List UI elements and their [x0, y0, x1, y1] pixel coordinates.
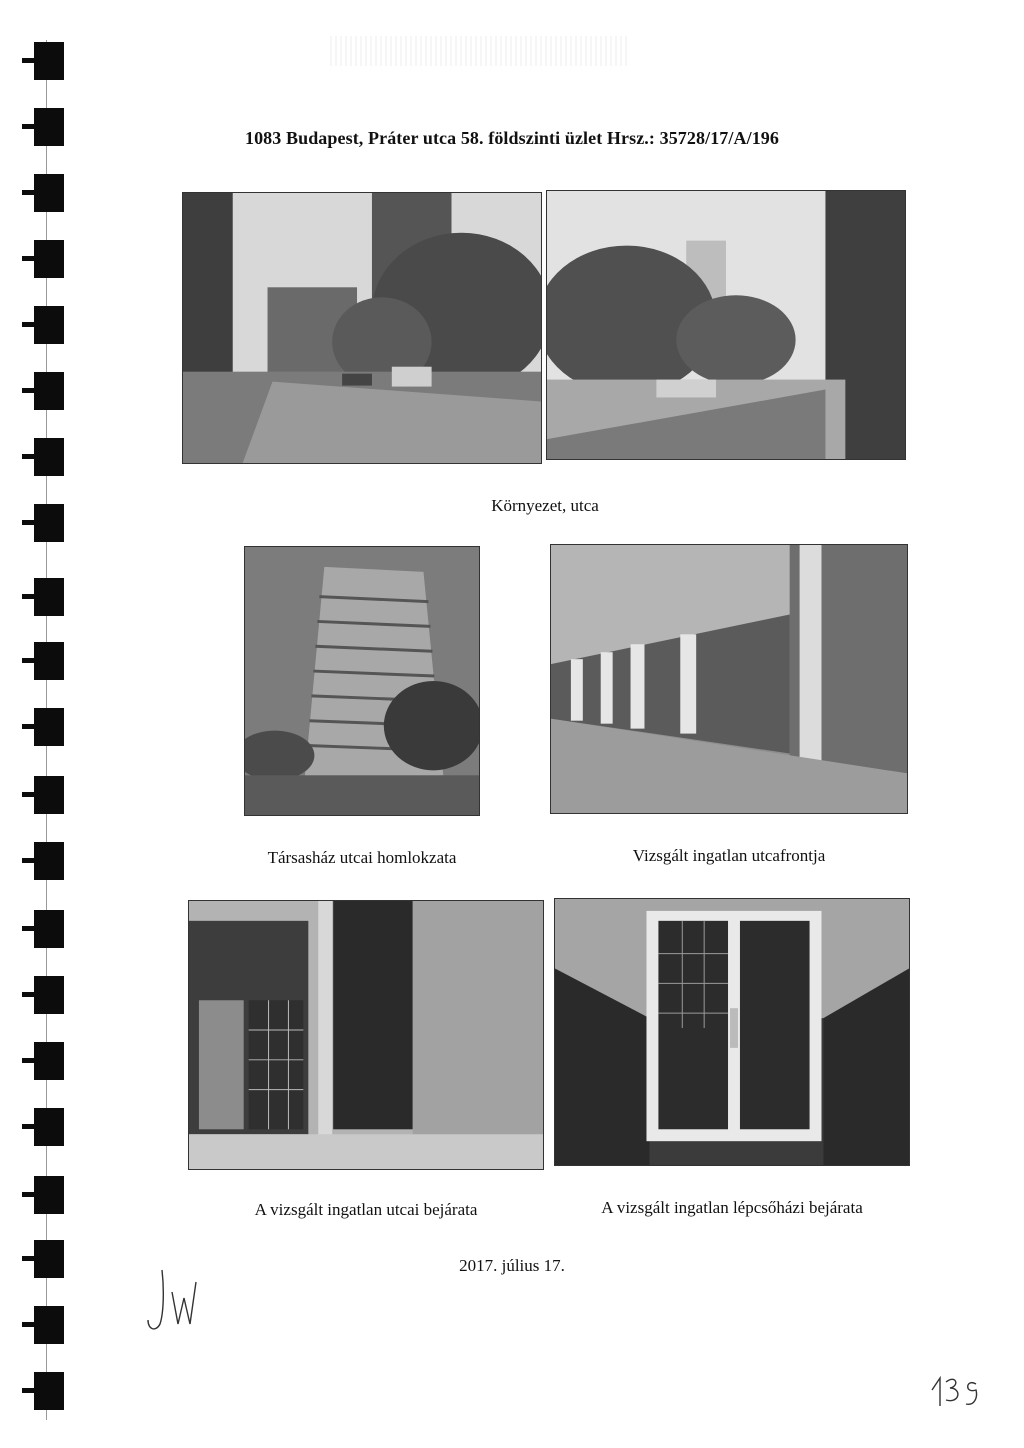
binding-ring [34, 776, 64, 814]
handwritten-page-number [928, 1368, 988, 1408]
photo-street-entrance [188, 900, 544, 1170]
binding-ring [34, 240, 64, 278]
caption-condo-facade: Társasház utcai homlokzata [267, 848, 457, 867]
spiral-binding [0, 0, 70, 1448]
binding-ring [34, 842, 64, 880]
handwritten-initials [140, 1262, 210, 1337]
photo-street-right [546, 190, 906, 460]
binding-ring [34, 578, 64, 616]
document-date: 2017. július 17. [459, 1256, 565, 1275]
scan-artifact [330, 36, 630, 66]
binding-ring [34, 1306, 64, 1344]
photo-condo-facade [244, 546, 480, 816]
photo-stairwell-entrance [554, 898, 910, 1166]
binding-ring [34, 306, 64, 344]
binding-ring [34, 1042, 64, 1080]
binding-ring [34, 910, 64, 948]
caption-street-entrance: A vizsgált ingatlan utcai bejárata [254, 1200, 478, 1219]
caption-environment: Környezet, utca [491, 496, 599, 515]
binding-ring [34, 372, 64, 410]
photo-storefront [550, 544, 908, 814]
binding-ring [34, 1108, 64, 1146]
binding-ring [34, 42, 64, 80]
binding-ring [34, 976, 64, 1014]
binding-ring [34, 642, 64, 680]
caption-stairwell-entrance: A vizsgált ingatlan lépcsőházi bejárata [601, 1198, 863, 1217]
caption-storefront: Vizsgált ingatlan utcafrontja [632, 846, 826, 865]
page-title: 1083 Budapest, Práter utca 58. földszinti üzlet Hrsz.: 35728/17/A/196 [244, 128, 780, 148]
binding-ring [34, 1372, 64, 1410]
binding-ring [34, 438, 64, 476]
binding-ring [34, 708, 64, 746]
binding-ring [34, 1176, 64, 1214]
binding-ring [34, 174, 64, 212]
photo-street-left [182, 192, 542, 464]
